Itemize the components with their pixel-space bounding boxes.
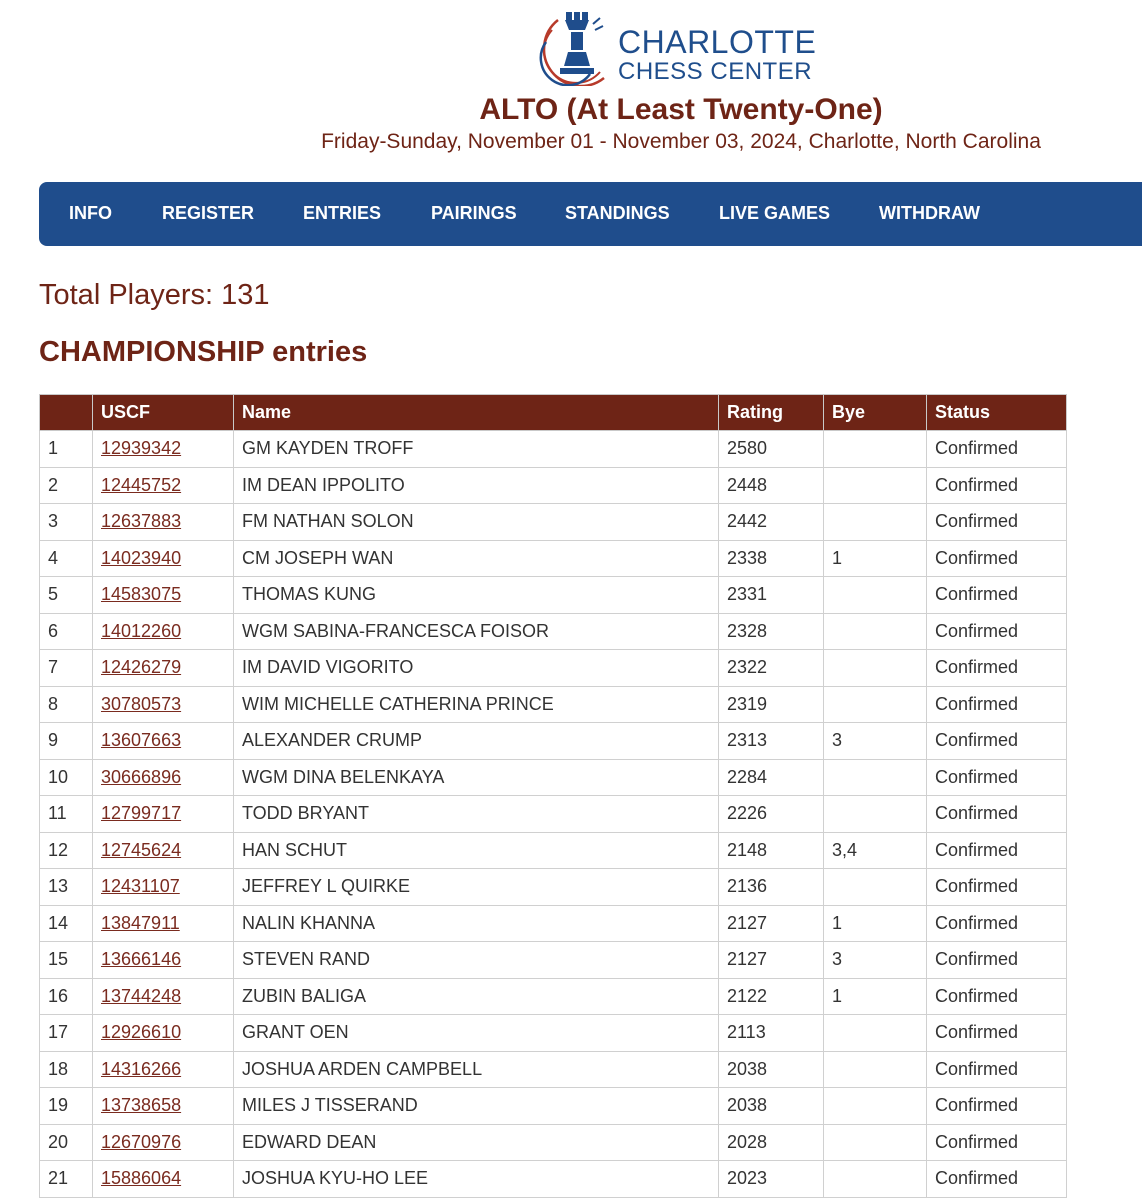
table-row: [40, 759, 1067, 796]
uscf-link[interactable]: 13607663: [101, 730, 182, 751]
logo-text-charlotte: CHARLOTTE: [618, 24, 817, 60]
uscf-link[interactable]: 30666896: [101, 766, 182, 787]
cell-status: Confirmed: [927, 1088, 1067, 1125]
cell-uscf: [93, 869, 234, 906]
cell-bye: [824, 577, 927, 614]
table-row: [40, 832, 1067, 869]
entries-table: [39, 394, 1067, 1198]
cell-name: WIM MICHELLE CATHERINA PRINCE: [234, 686, 719, 723]
cell-name: ZUBIN BALIGA: [234, 978, 719, 1015]
cell-status: Confirmed: [927, 1051, 1067, 1088]
cell-name: JEFFREY L QUIRKE: [234, 869, 719, 906]
cell-index: 17: [40, 1015, 93, 1052]
cell-name: FM NATHAN SOLON: [234, 504, 719, 541]
cell-rating: 2038: [719, 1051, 824, 1088]
cell-rating: 2442: [719, 504, 824, 541]
cell-uscf: [93, 431, 234, 468]
cell-bye: [824, 431, 927, 468]
header-name: Name: [234, 395, 719, 431]
cell-bye: [824, 1051, 927, 1088]
cell-bye: 3: [824, 723, 927, 760]
cell-status: Confirmed: [927, 504, 1067, 541]
cell-uscf: [93, 905, 234, 942]
uscf-link[interactable]: 14012260: [101, 620, 182, 641]
cell-rating: 2038: [719, 1088, 824, 1125]
cell-uscf: [93, 1088, 234, 1125]
cell-bye: [824, 467, 927, 504]
cell-status: Confirmed: [927, 869, 1067, 906]
table-row: [40, 504, 1067, 541]
cell-name: MILES J TISSERAND: [234, 1088, 719, 1125]
cell-rating: 2331: [719, 577, 824, 614]
cell-index: 11: [40, 796, 93, 833]
uscf-link[interactable]: 14023940: [101, 547, 182, 568]
cell-status: Confirmed: [927, 796, 1067, 833]
cell-index: 8: [40, 686, 93, 723]
cell-name: JOSHUA KYU-HO LEE: [234, 1161, 719, 1198]
cell-name: TODD BRYANT: [234, 796, 719, 833]
cell-index: 13: [40, 869, 93, 906]
cell-index: 1: [40, 431, 93, 468]
cell-status: Confirmed: [927, 759, 1067, 796]
cell-status: Confirmed: [927, 613, 1067, 650]
cell-bye: [824, 1161, 927, 1198]
cell-rating: 2028: [719, 1124, 824, 1161]
uscf-link[interactable]: 14583075: [101, 584, 182, 605]
cell-status: Confirmed: [927, 577, 1067, 614]
cell-rating: 2284: [719, 759, 824, 796]
page-header: [0, 0, 1142, 180]
table-row: [40, 942, 1067, 979]
cell-status: Confirmed: [927, 723, 1067, 760]
cell-status: Confirmed: [927, 1015, 1067, 1052]
cell-uscf: [93, 759, 234, 796]
table-row: [40, 431, 1067, 468]
nav-live-games[interactable]: LIVE GAMES: [719, 203, 831, 223]
cell-bye: [824, 1088, 927, 1125]
cell-index: 7: [40, 650, 93, 687]
table-row: [40, 905, 1067, 942]
uscf-link[interactable]: 12670976: [101, 1131, 182, 1152]
cell-index: 10: [40, 759, 93, 796]
cell-status: Confirmed: [927, 686, 1067, 723]
cell-uscf: [93, 723, 234, 760]
cell-status: Confirmed: [927, 1161, 1067, 1198]
cell-name: THOMAS KUNG: [234, 577, 719, 614]
table-row: [40, 1161, 1067, 1198]
cell-uscf: [93, 577, 234, 614]
table-row: [40, 1124, 1067, 1161]
uscf-link[interactable]: 12445752: [101, 474, 182, 495]
cell-name: WGM DINA BELENKAYA: [234, 759, 719, 796]
cell-bye: [824, 1015, 927, 1052]
cell-rating: 2127: [719, 942, 824, 979]
cell-uscf: [93, 650, 234, 687]
cell-bye: [824, 504, 927, 541]
nav-withdraw[interactable]: WITHDRAW: [879, 203, 980, 223]
cell-rating: 2226: [719, 796, 824, 833]
cell-bye: 3,4: [824, 832, 927, 869]
cell-rating: 2319: [719, 686, 824, 723]
header-rating: Rating: [719, 395, 824, 431]
uscf-link[interactable]: 14316266: [101, 1058, 182, 1079]
cell-uscf: [93, 978, 234, 1015]
cell-name: IM DAVID VIGORITO: [234, 650, 719, 687]
cell-rating: 2136: [719, 869, 824, 906]
nav-info[interactable]: INFO: [69, 203, 112, 223]
table-row: [40, 686, 1067, 723]
cell-status: Confirmed: [927, 431, 1067, 468]
cell-bye: 1: [824, 978, 927, 1015]
cell-rating: 2448: [719, 467, 824, 504]
cell-bye: [824, 796, 927, 833]
header-uscf: USCF: [93, 395, 234, 431]
cell-rating: 2322: [719, 650, 824, 687]
table-header-row: [40, 395, 1067, 431]
cell-name: ALEXANDER CRUMP: [234, 723, 719, 760]
cell-uscf: [93, 1051, 234, 1088]
uscf-link[interactable]: 12637883: [101, 511, 182, 532]
cell-uscf: [93, 832, 234, 869]
cell-index: 12: [40, 832, 93, 869]
header-index: [40, 395, 93, 431]
cell-name: WGM SABINA-FRANCESCA FOISOR: [234, 613, 719, 650]
uscf-link[interactable]: 30780573: [101, 693, 182, 714]
cell-name: JOSHUA ARDEN CAMPBELL: [234, 1051, 719, 1088]
header-status: Status: [927, 395, 1067, 431]
nav-standings[interactable]: STANDINGS: [565, 203, 670, 223]
cell-status: Confirmed: [927, 978, 1067, 1015]
cell-index: 2: [40, 467, 93, 504]
table-row: [40, 869, 1067, 906]
cell-rating: 2148: [719, 832, 824, 869]
cell-uscf: [93, 540, 234, 577]
uscf-link[interactable]: 12426279: [101, 657, 182, 678]
cell-index: 18: [40, 1051, 93, 1088]
header-bye: Bye: [824, 395, 927, 431]
uscf-link[interactable]: 13847911: [101, 912, 180, 933]
cell-name: CM JOSEPH WAN: [234, 540, 719, 577]
cell-name: HAN SCHUT: [234, 832, 719, 869]
cell-uscf: [93, 613, 234, 650]
cell-index: 20: [40, 1124, 93, 1161]
cell-index: 9: [40, 723, 93, 760]
cell-name: IM DEAN IPPOLITO: [234, 467, 719, 504]
cell-bye: [824, 650, 927, 687]
cell-bye: [824, 613, 927, 650]
table-row: [40, 1051, 1067, 1088]
cell-index: 15: [40, 942, 93, 979]
nav-register[interactable]: REGISTER: [162, 203, 255, 223]
cell-name: GM KAYDEN TROFF: [234, 431, 719, 468]
entries-body: [40, 431, 1067, 1198]
cell-uscf: [93, 1124, 234, 1161]
cell-rating: 2328: [719, 613, 824, 650]
cell-rating: 2313: [719, 723, 824, 760]
cell-index: 14: [40, 905, 93, 942]
table-row: [40, 1088, 1067, 1125]
uscf-link[interactable]: 13666146: [101, 949, 182, 970]
cell-index: 3: [40, 504, 93, 541]
cell-rating: 2338: [719, 540, 824, 577]
uscf-link[interactable]: 12939342: [101, 438, 182, 459]
table-row: [40, 467, 1067, 504]
cell-status: Confirmed: [927, 540, 1067, 577]
cell-index: 4: [40, 540, 93, 577]
cell-bye: [824, 686, 927, 723]
nav-pairings[interactable]: PAIRINGS: [431, 203, 517, 223]
cell-index: 6: [40, 613, 93, 650]
section-title: CHAMPIONSHIP entries: [39, 336, 368, 368]
total-players: Total Players: 131: [39, 279, 270, 311]
event-title: ALTO (At Least Twenty-One): [479, 93, 883, 126]
table-row: [40, 978, 1067, 1015]
uscf-link[interactable]: 15886064: [101, 1168, 182, 1189]
cell-bye: 1: [824, 905, 927, 942]
cell-uscf: [93, 796, 234, 833]
cell-status: Confirmed: [927, 905, 1067, 942]
cell-rating: 2023: [719, 1161, 824, 1198]
nav-entries[interactable]: ENTRIES: [303, 203, 382, 223]
table-row: [40, 650, 1067, 687]
cell-rating: 2127: [719, 905, 824, 942]
cell-rating: 2580: [719, 431, 824, 468]
cell-status: Confirmed: [927, 832, 1067, 869]
cell-status: Confirmed: [927, 942, 1067, 979]
cell-uscf: [93, 686, 234, 723]
main-nav: [39, 182, 1142, 246]
cell-status: Confirmed: [927, 650, 1067, 687]
table-row: [40, 577, 1067, 614]
uscf-link[interactable]: 13738658: [101, 1095, 182, 1116]
cell-name: NALIN KHANNA: [234, 905, 719, 942]
cell-status: Confirmed: [927, 467, 1067, 504]
cell-name: STEVEN RAND: [234, 942, 719, 979]
table-row: [40, 1015, 1067, 1052]
uscf-link[interactable]: 12745624: [101, 839, 182, 860]
chess-rook-icon: [538, 8, 614, 86]
cell-uscf: [93, 504, 234, 541]
charlotte-chess-center-logo[interactable]: [538, 8, 838, 86]
cell-uscf: [93, 942, 234, 979]
cell-rating: 2122: [719, 978, 824, 1015]
cell-uscf: [93, 467, 234, 504]
event-subtitle: Friday-Sunday, November 01 - November 03, 2024, Charlotte, North Carolina: [321, 130, 1041, 153]
cell-name: EDWARD DEAN: [234, 1124, 719, 1161]
cell-index: 19: [40, 1088, 93, 1125]
table-row: [40, 723, 1067, 760]
table-row: [40, 540, 1067, 577]
uscf-link[interactable]: 12431107: [101, 876, 180, 897]
cell-name: GRANT OEN: [234, 1015, 719, 1052]
cell-rating: 2113: [719, 1015, 824, 1052]
cell-status: Confirmed: [927, 1124, 1067, 1161]
cell-bye: [824, 869, 927, 906]
cell-index: 16: [40, 978, 93, 1015]
cell-bye: 3: [824, 942, 927, 979]
cell-index: 5: [40, 577, 93, 614]
cell-uscf: [93, 1015, 234, 1052]
cell-index: 21: [40, 1161, 93, 1198]
cell-bye: 1: [824, 540, 927, 577]
cell-bye: [824, 1124, 927, 1161]
table-row: [40, 613, 1067, 650]
uscf-link[interactable]: 12799717: [101, 803, 182, 824]
uscf-link[interactable]: 12926610: [101, 1022, 182, 1043]
logo-text-chess-center: CHESS CENTER: [618, 58, 813, 85]
cell-bye: [824, 759, 927, 796]
uscf-link[interactable]: 13744248: [101, 985, 182, 1006]
cell-uscf: [93, 1161, 234, 1198]
table-row: [40, 796, 1067, 833]
